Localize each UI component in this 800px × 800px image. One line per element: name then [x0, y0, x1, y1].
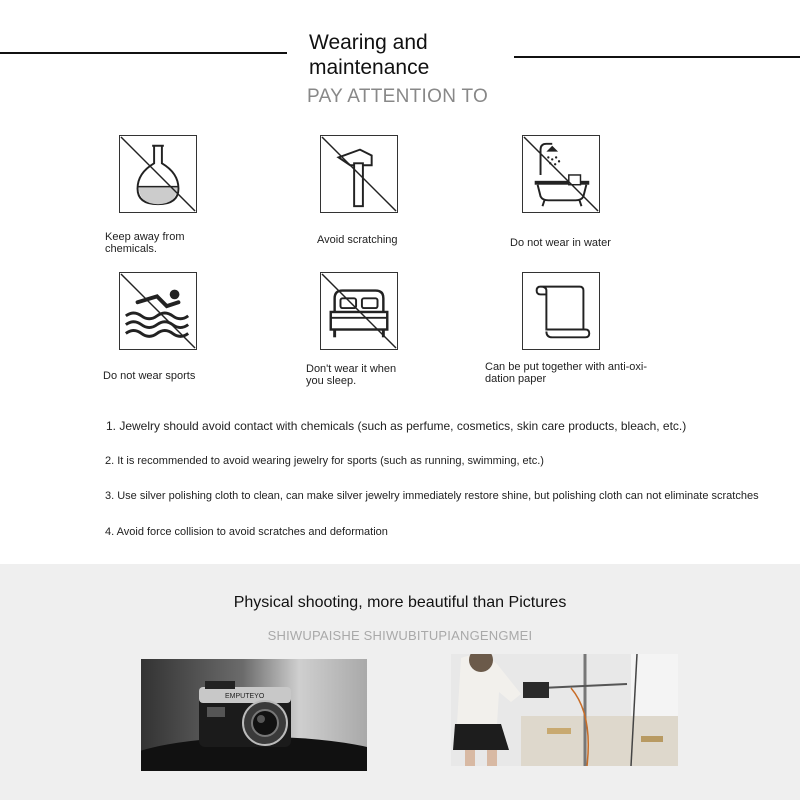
page-subtitle: PAY ATTENTION TO — [307, 86, 489, 107]
camera-photo — [141, 659, 367, 771]
physical-shooting-section — [0, 564, 800, 800]
tip-4: 4. Avoid force collision to avoid scratches and deformation — [105, 526, 388, 538]
icon-caption-anti-oxidation: Can be put together with anti-oxi-dation paper — [485, 361, 648, 385]
swimming-icon — [119, 272, 197, 350]
studio-shooting-photo — [451, 654, 678, 766]
hammer-icon — [320, 135, 398, 213]
bathtub-shower-icon — [522, 135, 600, 213]
camera-brand-text: EMPUTEYO — [225, 693, 265, 700]
icon-caption-water: Do not wear in water — [510, 237, 611, 249]
tip-1: 1. Jewelry should avoid contact with chemicals (such as perfume, cosmetics, skin care products, bleach, etc.) — [106, 419, 687, 433]
tip-3: 3. Use silver polishing cloth to clean, can make silver jewelry immediately restore shine, but polishing cloth can not eliminate scratches — [105, 490, 759, 502]
paper-scroll-icon — [522, 272, 600, 350]
bed-icon — [320, 272, 398, 350]
header-rule-right — [514, 56, 800, 58]
header-rule-left — [0, 52, 287, 54]
section-title: Physical shooting, more beautiful than Pictures — [233, 594, 567, 611]
chemical-flask-icon — [119, 135, 197, 213]
icon-caption-sports: Do not wear sports — [103, 370, 196, 382]
page-title: Wearing and maintenance — [309, 31, 430, 79]
icon-caption-sleep: Don't wear it when you sleep. — [306, 363, 397, 387]
icon-caption-scratching: Avoid scratching — [317, 234, 398, 246]
tip-2: 2. It is recommended to avoid wearing jewelry for sports (such as running, swimming, etc.) — [105, 455, 544, 467]
icon-caption-chemicals: Keep away from chemicals. — [105, 231, 185, 255]
section-subtitle: SHIWUPAISHE SHIWUBITUPIANGENGMEI — [267, 628, 533, 643]
